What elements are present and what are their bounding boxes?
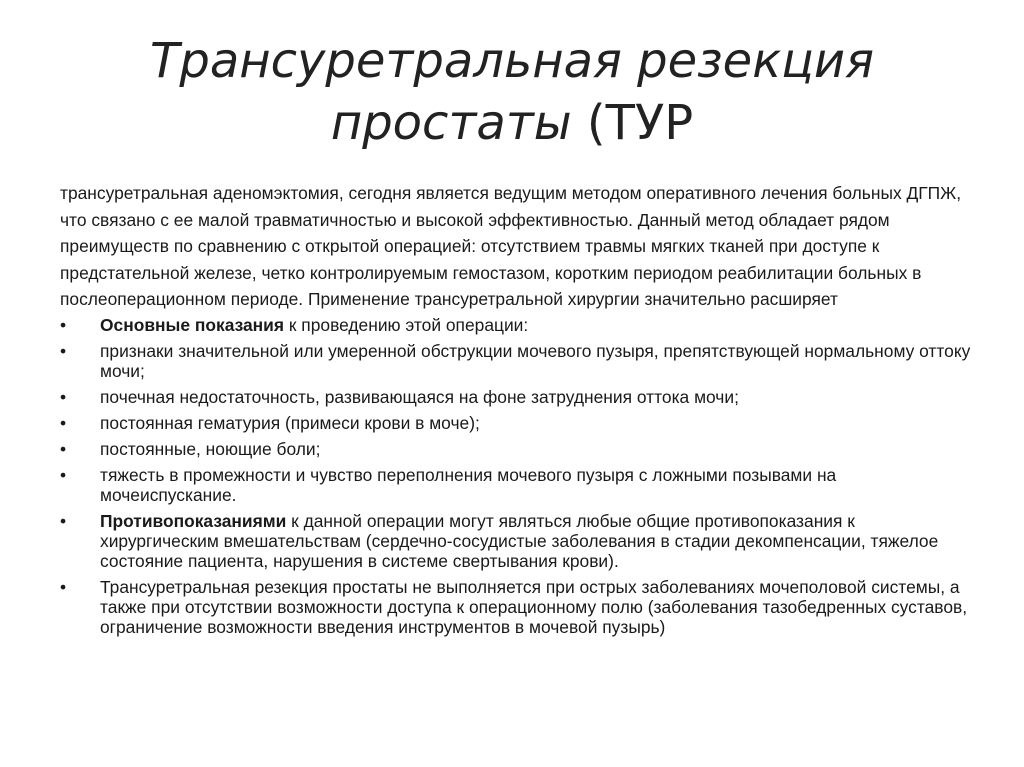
list-item-text: постоянные, ноющие боли;	[100, 438, 321, 459]
list-item-text: тяжесть в промежности и чувство переполнения мочевого пузыря с ложными позывами на мочеиспускание.	[100, 464, 837, 505]
list-item-text: к данной операции могут являться любые общие противопоказания к хирургическим вмешательствам (сердечно-сосудистые заболевания в стадии декомпенсации, тяжелое состояние пациента, нарушения в системе свертывания крови).	[100, 510, 939, 571]
list-item	[60, 387, 975, 407]
bullet-icon: •	[60, 386, 67, 407]
list-item-bold: Противопоказаниями	[100, 510, 287, 531]
bullet-icon: •	[60, 412, 67, 433]
list-item	[60, 439, 975, 459]
bullet-icon: •	[60, 438, 67, 459]
list-item-text: к проведению этой операции:	[284, 314, 529, 335]
list-item-text: почечная недостаточность, развивающаяся на фоне затруднения оттока мочи;	[100, 386, 739, 407]
list-item-text: постоянная гематурия (примеси крови в моче);	[100, 412, 480, 433]
title-line-2-rest: (ТУР	[571, 95, 694, 151]
list-item-text: признаки значительной или умеренной обструкции мочевого пузыря, препятствующей нормальному оттоку мочи;	[100, 340, 971, 381]
list-item-bold: Основные показания	[100, 314, 285, 335]
title-line-2-italic: простаты	[330, 95, 572, 151]
bullet-list	[60, 315, 975, 637]
bullet-icon: •	[60, 464, 67, 485]
intro-paragraph: трансуретральная аденомэктомия, сегодня является ведущим методом оперативного лечения больных ДГПЖ, что связано с ее малой травматичностью и высокой эффективностью. Данный метод обладает рядом преимуществ по сравнению с открытой операцией: отсутствием травмы мягких тканей при доступе к предстательной железе, четко контролируемым гемостазом, коротким периодом реабилитации больных в послеоперационном периоде. Применение трансуретральной хирургии значительно расширяет	[60, 183, 962, 309]
list-item	[60, 315, 975, 335]
list-item	[60, 577, 975, 637]
list-item	[60, 465, 975, 505]
list-item	[60, 341, 975, 381]
title-line-1: Трансуретральная резекция	[150, 33, 874, 89]
bullet-icon: •	[60, 576, 67, 597]
bullet-icon: •	[60, 510, 67, 531]
list-item	[60, 511, 975, 571]
list-item	[60, 413, 975, 433]
bullet-icon: •	[60, 340, 67, 361]
slide-body	[60, 180, 975, 643]
slide-title	[60, 30, 964, 154]
list-item-text: Трансуретральная резекция простаты не выполняется при острых заболеваниях мочеполовой системы, а также при отсутствии возможности доступа к операционному полю (заболевания тазобедренных суставов, ограничение возможности введения инструментов в мочевой пузырь)	[100, 576, 968, 637]
bullet-icon: •	[60, 314, 67, 335]
